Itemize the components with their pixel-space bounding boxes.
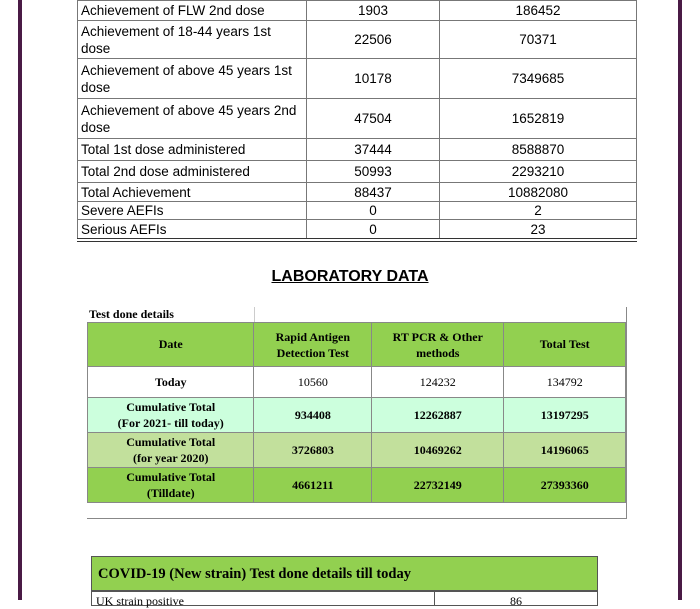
- today-value: 47504: [307, 99, 440, 139]
- rapid-value: 3726803: [254, 433, 372, 468]
- cumulative-value: 8588870: [440, 139, 637, 161]
- table-row: [78, 202, 637, 220]
- cumulative-value: 10882080: [440, 183, 637, 202]
- table-row: [88, 367, 626, 398]
- rapid-value: 10560: [254, 367, 372, 398]
- row-label-text: Cumulative Total: [126, 470, 216, 484]
- lab-table-container: [87, 307, 627, 519]
- row-label: [88, 468, 254, 503]
- rapid-value: 4661211: [254, 468, 372, 503]
- cumulative-value: 23: [440, 220, 637, 239]
- table-row: [78, 220, 637, 239]
- cumulative-value: 1652819: [440, 99, 637, 139]
- cumulative-value: 2: [440, 202, 637, 220]
- header-rtpcr: [372, 323, 504, 367]
- lab-title-text: LABORATORY DATA: [271, 268, 429, 285]
- row-label-text: (For 2021- till today): [117, 416, 224, 430]
- today-value: 88437: [307, 183, 440, 202]
- lab-table: [87, 322, 626, 503]
- strain-header: [91, 556, 598, 592]
- table-row: [78, 1, 637, 21]
- header-text: methods: [416, 345, 460, 360]
- header-total: Total Test: [504, 323, 626, 367]
- today-value: 0: [307, 202, 440, 220]
- today-value: 10178: [307, 59, 440, 99]
- table-row: [78, 139, 637, 161]
- strain-row: [91, 590, 598, 606]
- row-label: Achievement of above 45 years 1st dose: [78, 59, 307, 99]
- table-row: [78, 161, 637, 183]
- row-label: Total 1st dose administered: [78, 139, 307, 161]
- header-text: Detection Test: [276, 345, 349, 360]
- strain-row-label: UK strain positive: [96, 594, 184, 608]
- table-row: [88, 433, 626, 468]
- row-label: [88, 433, 254, 468]
- total-value: 14196065: [504, 433, 626, 468]
- rapid-value: 934408: [254, 398, 372, 433]
- table-row: [78, 21, 637, 59]
- table-caption: Test done details: [89, 307, 174, 321]
- row-label: Today: [88, 367, 254, 398]
- row-label: Achievement of FLW 2nd dose: [78, 1, 307, 21]
- table-row: [78, 183, 637, 202]
- header-text: RT PCR & Other: [392, 329, 483, 344]
- cumulative-value: 186452: [440, 1, 637, 21]
- cumulative-value: 2293210: [440, 161, 637, 183]
- table-row: [78, 99, 637, 139]
- row-label: [88, 398, 254, 433]
- rtpcr-value: 22732149: [372, 468, 504, 503]
- row-label-text: (Tilldate): [146, 486, 195, 500]
- row-label: Serious AEFIs: [78, 220, 307, 239]
- vaccination-table: [77, 0, 637, 239]
- section-title: [0, 268, 700, 286]
- row-label: Achievement of 18-44 years 1st dose: [78, 21, 307, 59]
- today-value: 0: [307, 220, 440, 239]
- row-label-text: Cumulative Total: [126, 435, 216, 449]
- table-header-row: [88, 323, 626, 367]
- row-label: Total Achievement: [78, 183, 307, 202]
- today-value: 50993: [307, 161, 440, 183]
- page-border-right: [678, 0, 682, 600]
- table-row: [78, 59, 637, 99]
- table-row: [88, 468, 626, 503]
- caption-divider: [254, 307, 255, 323]
- today-value: 37444: [307, 139, 440, 161]
- cumulative-value: 70371: [440, 21, 637, 59]
- table-row: [88, 398, 626, 433]
- row-label: Achievement of above 45 years 2nd dose: [78, 99, 307, 139]
- rtpcr-value: 10469262: [372, 433, 504, 468]
- total-value: 134792: [504, 367, 626, 398]
- total-value: 27393360: [504, 468, 626, 503]
- header-text: Rapid Antigen: [275, 329, 350, 344]
- table-double-rule: [77, 238, 637, 242]
- rtpcr-value: 12262887: [372, 398, 504, 433]
- row-label-text: Cumulative Total: [126, 400, 216, 414]
- cumulative-value: 7349685: [440, 59, 637, 99]
- today-value: 22506: [307, 21, 440, 59]
- row-label: Severe AEFIs: [78, 202, 307, 220]
- page-border-left: [18, 0, 22, 600]
- row-label-text: (for year 2020): [132, 451, 209, 465]
- strain-title: COVID-19 (New strain) Test done details till today: [98, 566, 411, 582]
- header-rapid-antigen: [254, 323, 372, 367]
- rtpcr-value: 124232: [372, 367, 504, 398]
- column-divider: [434, 591, 435, 605]
- today-value: 1903: [307, 1, 440, 21]
- header-date: Date: [88, 323, 254, 367]
- strain-row-value: 86: [510, 594, 522, 608]
- row-label: Total 2nd dose administered: [78, 161, 307, 183]
- total-value: 13197295: [504, 398, 626, 433]
